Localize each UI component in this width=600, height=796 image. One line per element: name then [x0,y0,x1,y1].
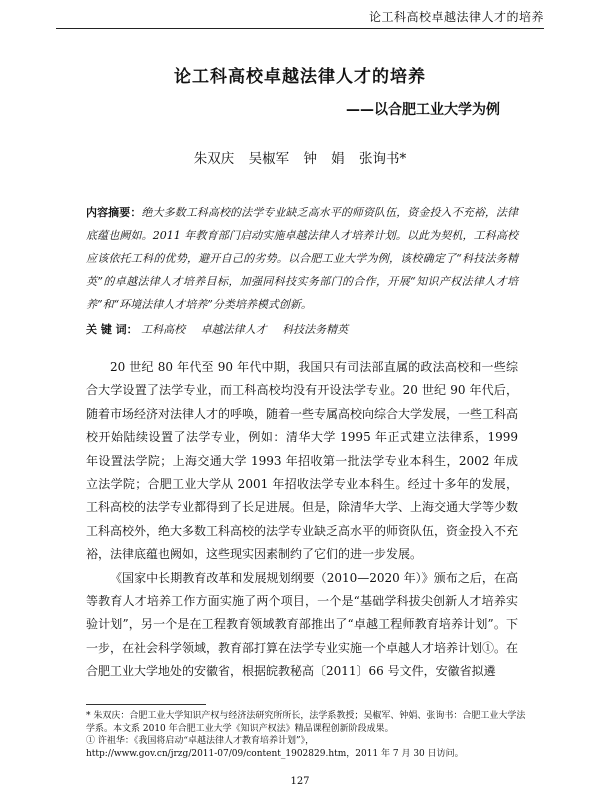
abstract [86,201,518,316]
body-text [86,356,518,684]
footnote-1: ① 许祖华：《我国将启动“卓越法律人才教育培养计划”》， [86,736,315,746]
running-header: 论工科高校卓越法律人才的培养 [368,10,544,24]
author-list: 朱双庆 吴椒军 钟 娟 张询书* [193,151,407,167]
footnote-rule [86,704,206,705]
abstract-label: 内容摘要： [86,206,142,219]
body-paragraph: 20 世纪 80 年代至 90 年代中期，我国只有司法部直属的政法高校和一些综合大学设置了法学专业，而工科高校均没有开设法学专业。20 世纪 90 年代后，随着市场经济对法律人才的呼唤，随着一些专属高校向综合大学发展，一些工科高校开始陆续设置了法学专业，例如：清华大学 1995 年正式建立法律系，1999 年设置法学院；上海交通大学 1993 年招收第一批法学专业本科生，2002 年成立法学院；合肥工业大学从 2001 年招收法学专业本科生。经过十多年的发展，工科高校的法学专业都得到了长足进展。但是，除清华大学、上海交通大学等少数工科高校外，绝大多数工科高校的法学专业缺乏高水平的师资队伍，资金投入不充裕，法律底蕴也阙如，这些现实因素制约了它们的进一步发展。 [86,360,519,562]
footnotes [86,710,526,760]
keyword-item: 科技法务精英 [282,323,349,336]
keywords-label: 关 键 词： [86,323,138,336]
paper-subtitle: ——以合肥工业大学为例 [346,102,500,118]
keyword-item: 工科高校 [141,323,186,336]
keyword-item: 卓越法律人才 [200,323,267,336]
body-paragraph: 《国家中长期教育改革和发展规划纲要（2010—2020 年）》颁布之后，在高等教育人才培养工作方面实施了两个项目，一个是“基础学科拔尖创新人才培养实验计划”，另一个是在工程教育领域教育部推出了“卓越工程师教育培养计划”。下一步，在社会科学领域，教育部打算在法学专业实施一个卓越人才培养计划①。在合肥工业大学地处的安徽省，根据皖教秘高〔2011〕66 号文件，安徽省拟遴 [86,570,519,679]
header-rule [56,28,544,29]
page-number: 127 [290,776,310,787]
abstract-text: 绝大多数工科高校的法学专业缺乏高水平的师资队伍，资金投入不充裕，法律底蕴也阙如。2011 年教育部门启动实施卓越法律人才培养计划。以此为契机，工科高校应该依托工科的优势，避开自己的劣势。以合肥工业大学为例，该校确定了“科技法务精英”的卓越法律人才培养目标，加强同科技实务部门的合作，开展“知识产权法律人才培养”和“环境法律人才培养”分类培养模式创新。 [86,206,519,311]
keywords [86,321,518,337]
paper-title: 论工科高校卓越法律人才的培养 [174,67,426,87]
footnote-author: * 朱双庆：合肥工业大学知识产权与经济法研究所所长，法学系教授；吴椒军、钟娟、张询书：合肥工业大学法学系。本文系 2010 年合肥工业大学《知识产权法》精品课程创新阶段成果。 [86,711,526,734]
footnote-url: http://www.gov.cn/jrzg/2011-07/09/content_1902829.htm，2011 年 7 月 30 日访问。 [86,748,464,759]
